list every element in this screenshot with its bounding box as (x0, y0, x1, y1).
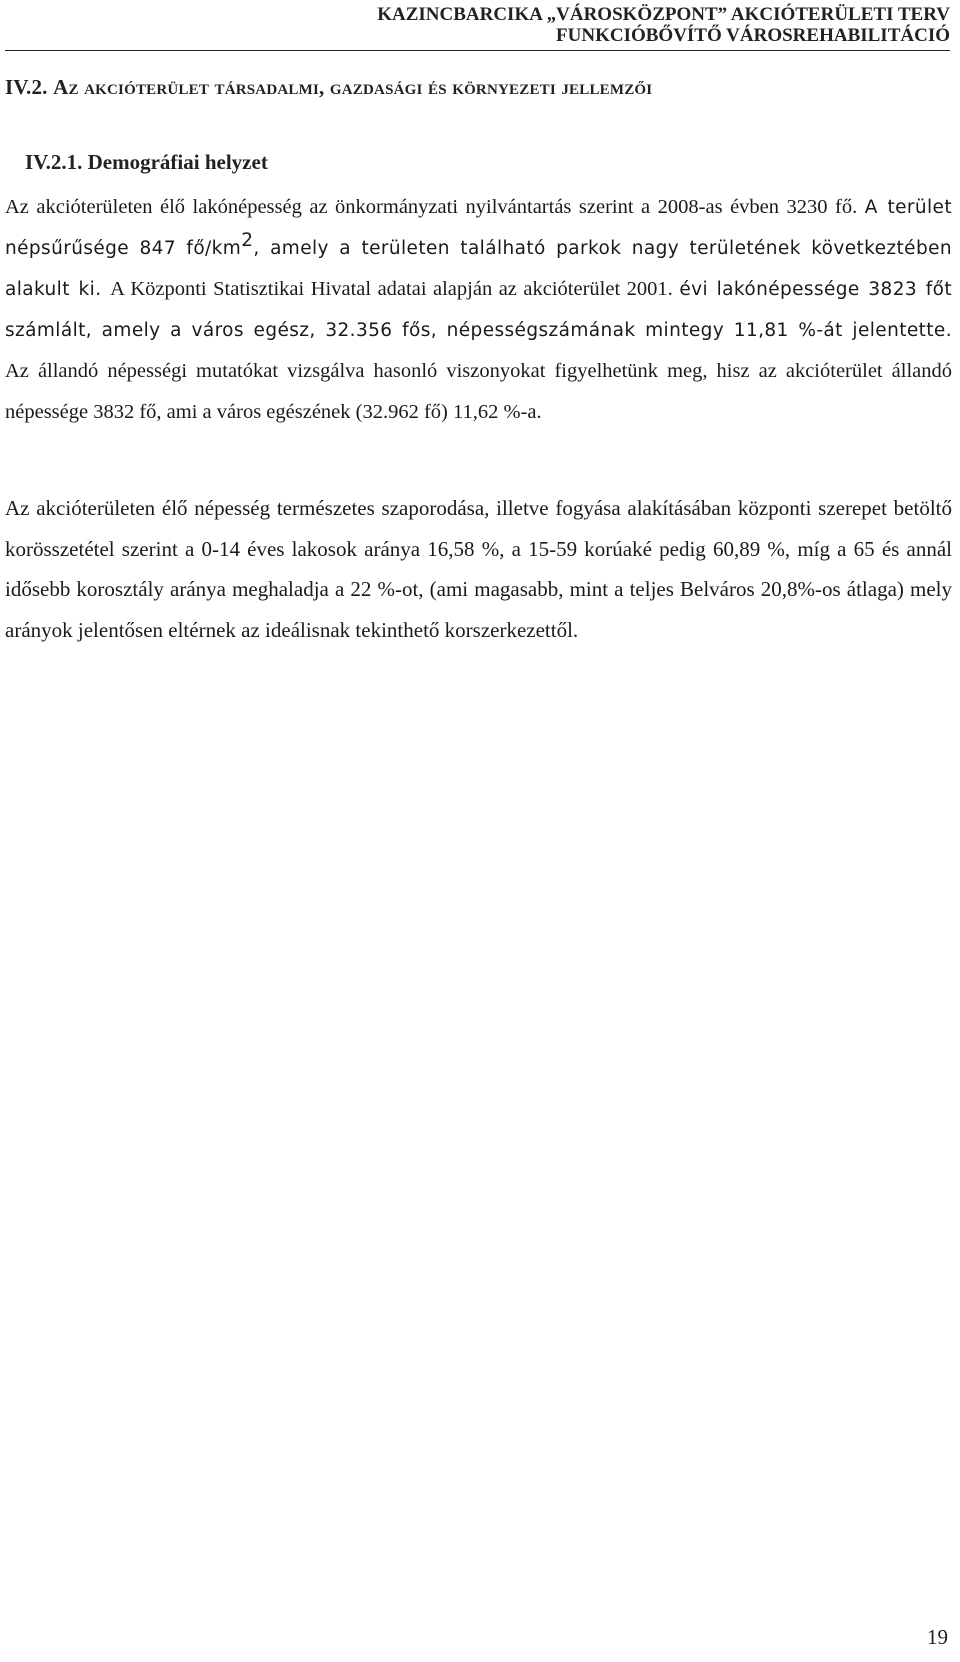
section-title-text: Az akcióterület társadalmi, gazdasági és környezeti jellemzői (53, 75, 653, 99)
superscript-2: 2 (241, 230, 254, 252)
running-header (377, 4, 950, 46)
paragraph1-sentence2-rest: , amely a területen található parkok nagy területének következtében alakult ki. (5, 238, 953, 300)
header-divider (5, 50, 950, 51)
paragraph1-sentence4: Az állandó népességi mutatókat vizsgálva hasonló viszonyokat figyelhetünk meg, hisz az akcióterület állandó népessége 3832 fő, ami a város egészének (32.962 fő) 11,62 %-a. (5, 360, 952, 423)
paragraph-age-structure: Az akcióterületen élő népesség természetes szaporodása, illetve fogyása alakításában központi szerepet betöltő korösszetétel szerint a 0-14 éves lakosok aránya 16,58 %, a 15-59 korúaké pedig 60,89 %, míg a 65 és annál idősebb korosztály aránya meghaladja a 22 %-ot, (ami magasabb, mint a teljes Belváros 20,8%-os átlaga) mely arányok jelentősen eltérnek az ideálisnak tekinthető korszerkezettől. (5, 496, 952, 642)
paragraph1-sentence3: A Központi Statisztikai Hivatal adatai alapján az akcióterület 2001. (110, 278, 680, 300)
header-title-line1: KAZINCBARCIKA „VÁROSKÖZPONT” AKCIÓTERÜLETI TERV (377, 4, 950, 25)
section-number: IV.2. (5, 75, 48, 99)
paragraph1-sentence2: A terület népsűrűsége 847 fő/km (5, 197, 952, 259)
header-title-line2: FUNKCIÓBŐVÍTŐ VÁROSREHABILITÁCIÓ (556, 25, 950, 46)
subsection-heading: IV.2.1. Demográfiai helyzet (25, 150, 268, 174)
paragraph-population (5, 187, 952, 433)
page-number: 19 (927, 1625, 948, 1649)
paragraph1-sentence3-rest: évi lakónépessége 3823 főt számlált, amely a város egész, 32.356 fős, népességszámának mintegy 11,81 %-át jelentette. (5, 279, 953, 341)
section-heading (5, 75, 652, 100)
paragraph1-sentence1: Az akcióterületen élő lakónépesség az önkormányzati nyilvántartás szerint a 2008-as évben 3230 fő. (5, 196, 865, 218)
